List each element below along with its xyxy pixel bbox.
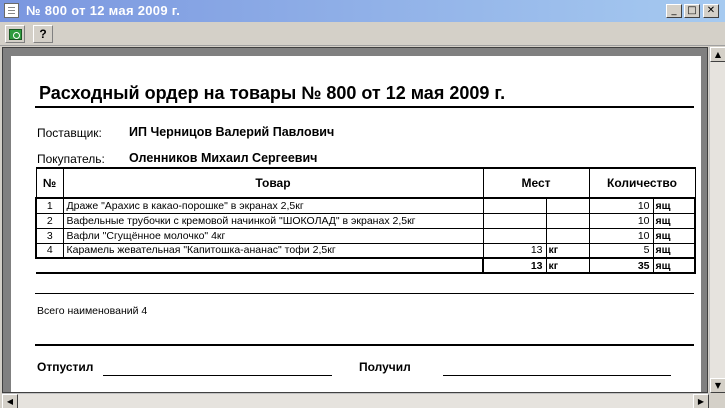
table-row bbox=[36, 213, 695, 228]
row-qty: 10 bbox=[589, 198, 653, 213]
row-places-unit bbox=[546, 198, 589, 213]
table-row bbox=[36, 228, 695, 243]
table-bottom-divider bbox=[35, 293, 694, 294]
title-divider bbox=[35, 106, 694, 108]
buyer-value: Оленников Михаил Сергеевич bbox=[129, 151, 318, 165]
print-button[interactable] bbox=[5, 25, 25, 43]
supplier-value: ИП Черницов Валерий Павлович bbox=[129, 125, 335, 139]
header-places: Мест bbox=[483, 168, 589, 198]
scroll-up-icon[interactable]: ▲ bbox=[710, 47, 725, 62]
document-title: Расходный ордер на товары № 800 от 12 мая 2009 г. bbox=[39, 83, 506, 103]
row-num: 1 bbox=[36, 198, 63, 213]
header-item: Товар bbox=[63, 168, 483, 198]
row-places: 13 bbox=[483, 243, 546, 258]
total-places-unit: кг bbox=[546, 258, 589, 273]
row-places bbox=[483, 228, 546, 243]
row-places-unit: кг bbox=[546, 243, 589, 258]
released-signature-line bbox=[103, 375, 332, 376]
header-qty: Количество bbox=[589, 168, 695, 198]
totals-row bbox=[36, 258, 695, 273]
scroll-left-icon[interactable]: ◀ bbox=[2, 394, 18, 408]
row-qty: 10 bbox=[589, 213, 653, 228]
scroll-down-icon[interactable]: ▼ bbox=[710, 378, 725, 393]
maximize-button[interactable]: □ bbox=[684, 4, 700, 18]
summary-divider bbox=[35, 344, 694, 346]
window-title: № 800 от 12 мая 2009 г. bbox=[26, 3, 181, 18]
supplier-label: Поставщик: bbox=[37, 126, 102, 140]
row-places bbox=[483, 198, 546, 213]
row-num: 3 bbox=[36, 228, 63, 243]
total-qty-unit: ящ bbox=[653, 258, 695, 273]
row-qty-unit: ящ bbox=[653, 198, 695, 213]
row-num: 4 bbox=[36, 243, 63, 258]
total-places: 13 bbox=[483, 258, 546, 273]
row-item: Вафельные трубочки с кремовой начинкой "ШОКОЛАД" в экранах 2,5кг bbox=[63, 213, 483, 228]
help-button[interactable]: ? bbox=[33, 25, 53, 43]
row-qty-unit: ящ bbox=[653, 213, 695, 228]
document-page bbox=[11, 56, 701, 393]
title-bar bbox=[0, 0, 725, 22]
table-row bbox=[36, 243, 695, 258]
horizontal-scrollbar[interactable] bbox=[2, 393, 709, 408]
scroll-right-icon[interactable]: ▶ bbox=[693, 394, 709, 408]
buyer-label: Покупатель: bbox=[37, 152, 105, 166]
received-signature-line bbox=[443, 375, 671, 376]
row-qty-unit: ящ bbox=[653, 243, 695, 258]
total-items-text: Всего наименований 4 bbox=[37, 305, 148, 317]
table-row bbox=[36, 198, 695, 213]
released-label: Отпустил bbox=[37, 360, 94, 374]
toolbar bbox=[0, 22, 725, 46]
total-qty: 35 bbox=[589, 258, 653, 273]
row-places-unit bbox=[546, 213, 589, 228]
document-icon bbox=[4, 3, 19, 18]
close-button[interactable]: ✕ bbox=[703, 4, 719, 18]
header-num: № bbox=[36, 168, 63, 198]
row-num: 2 bbox=[36, 213, 63, 228]
table-header-row bbox=[36, 168, 695, 198]
document-viewport[interactable] bbox=[2, 47, 708, 393]
row-item: Вафли "Сгущённое молочко" 4кг bbox=[63, 228, 483, 243]
row-qty-unit: ящ bbox=[653, 228, 695, 243]
minimize-button[interactable]: _ bbox=[666, 4, 682, 18]
row-qty: 5 bbox=[589, 243, 653, 258]
row-qty: 10 bbox=[589, 228, 653, 243]
vertical-scrollbar[interactable] bbox=[709, 47, 725, 393]
row-places-unit bbox=[546, 228, 589, 243]
print-icon bbox=[9, 29, 22, 40]
row-places bbox=[483, 213, 546, 228]
row-item: Драже "Арахис в какао-порошке" в экранах 2,5кг bbox=[63, 198, 483, 213]
goods-table bbox=[35, 167, 696, 274]
row-item: Карамель жевательная "Капитошка-ананас" тофи 2,5кг bbox=[63, 243, 483, 258]
received-label: Получил bbox=[359, 360, 411, 374]
